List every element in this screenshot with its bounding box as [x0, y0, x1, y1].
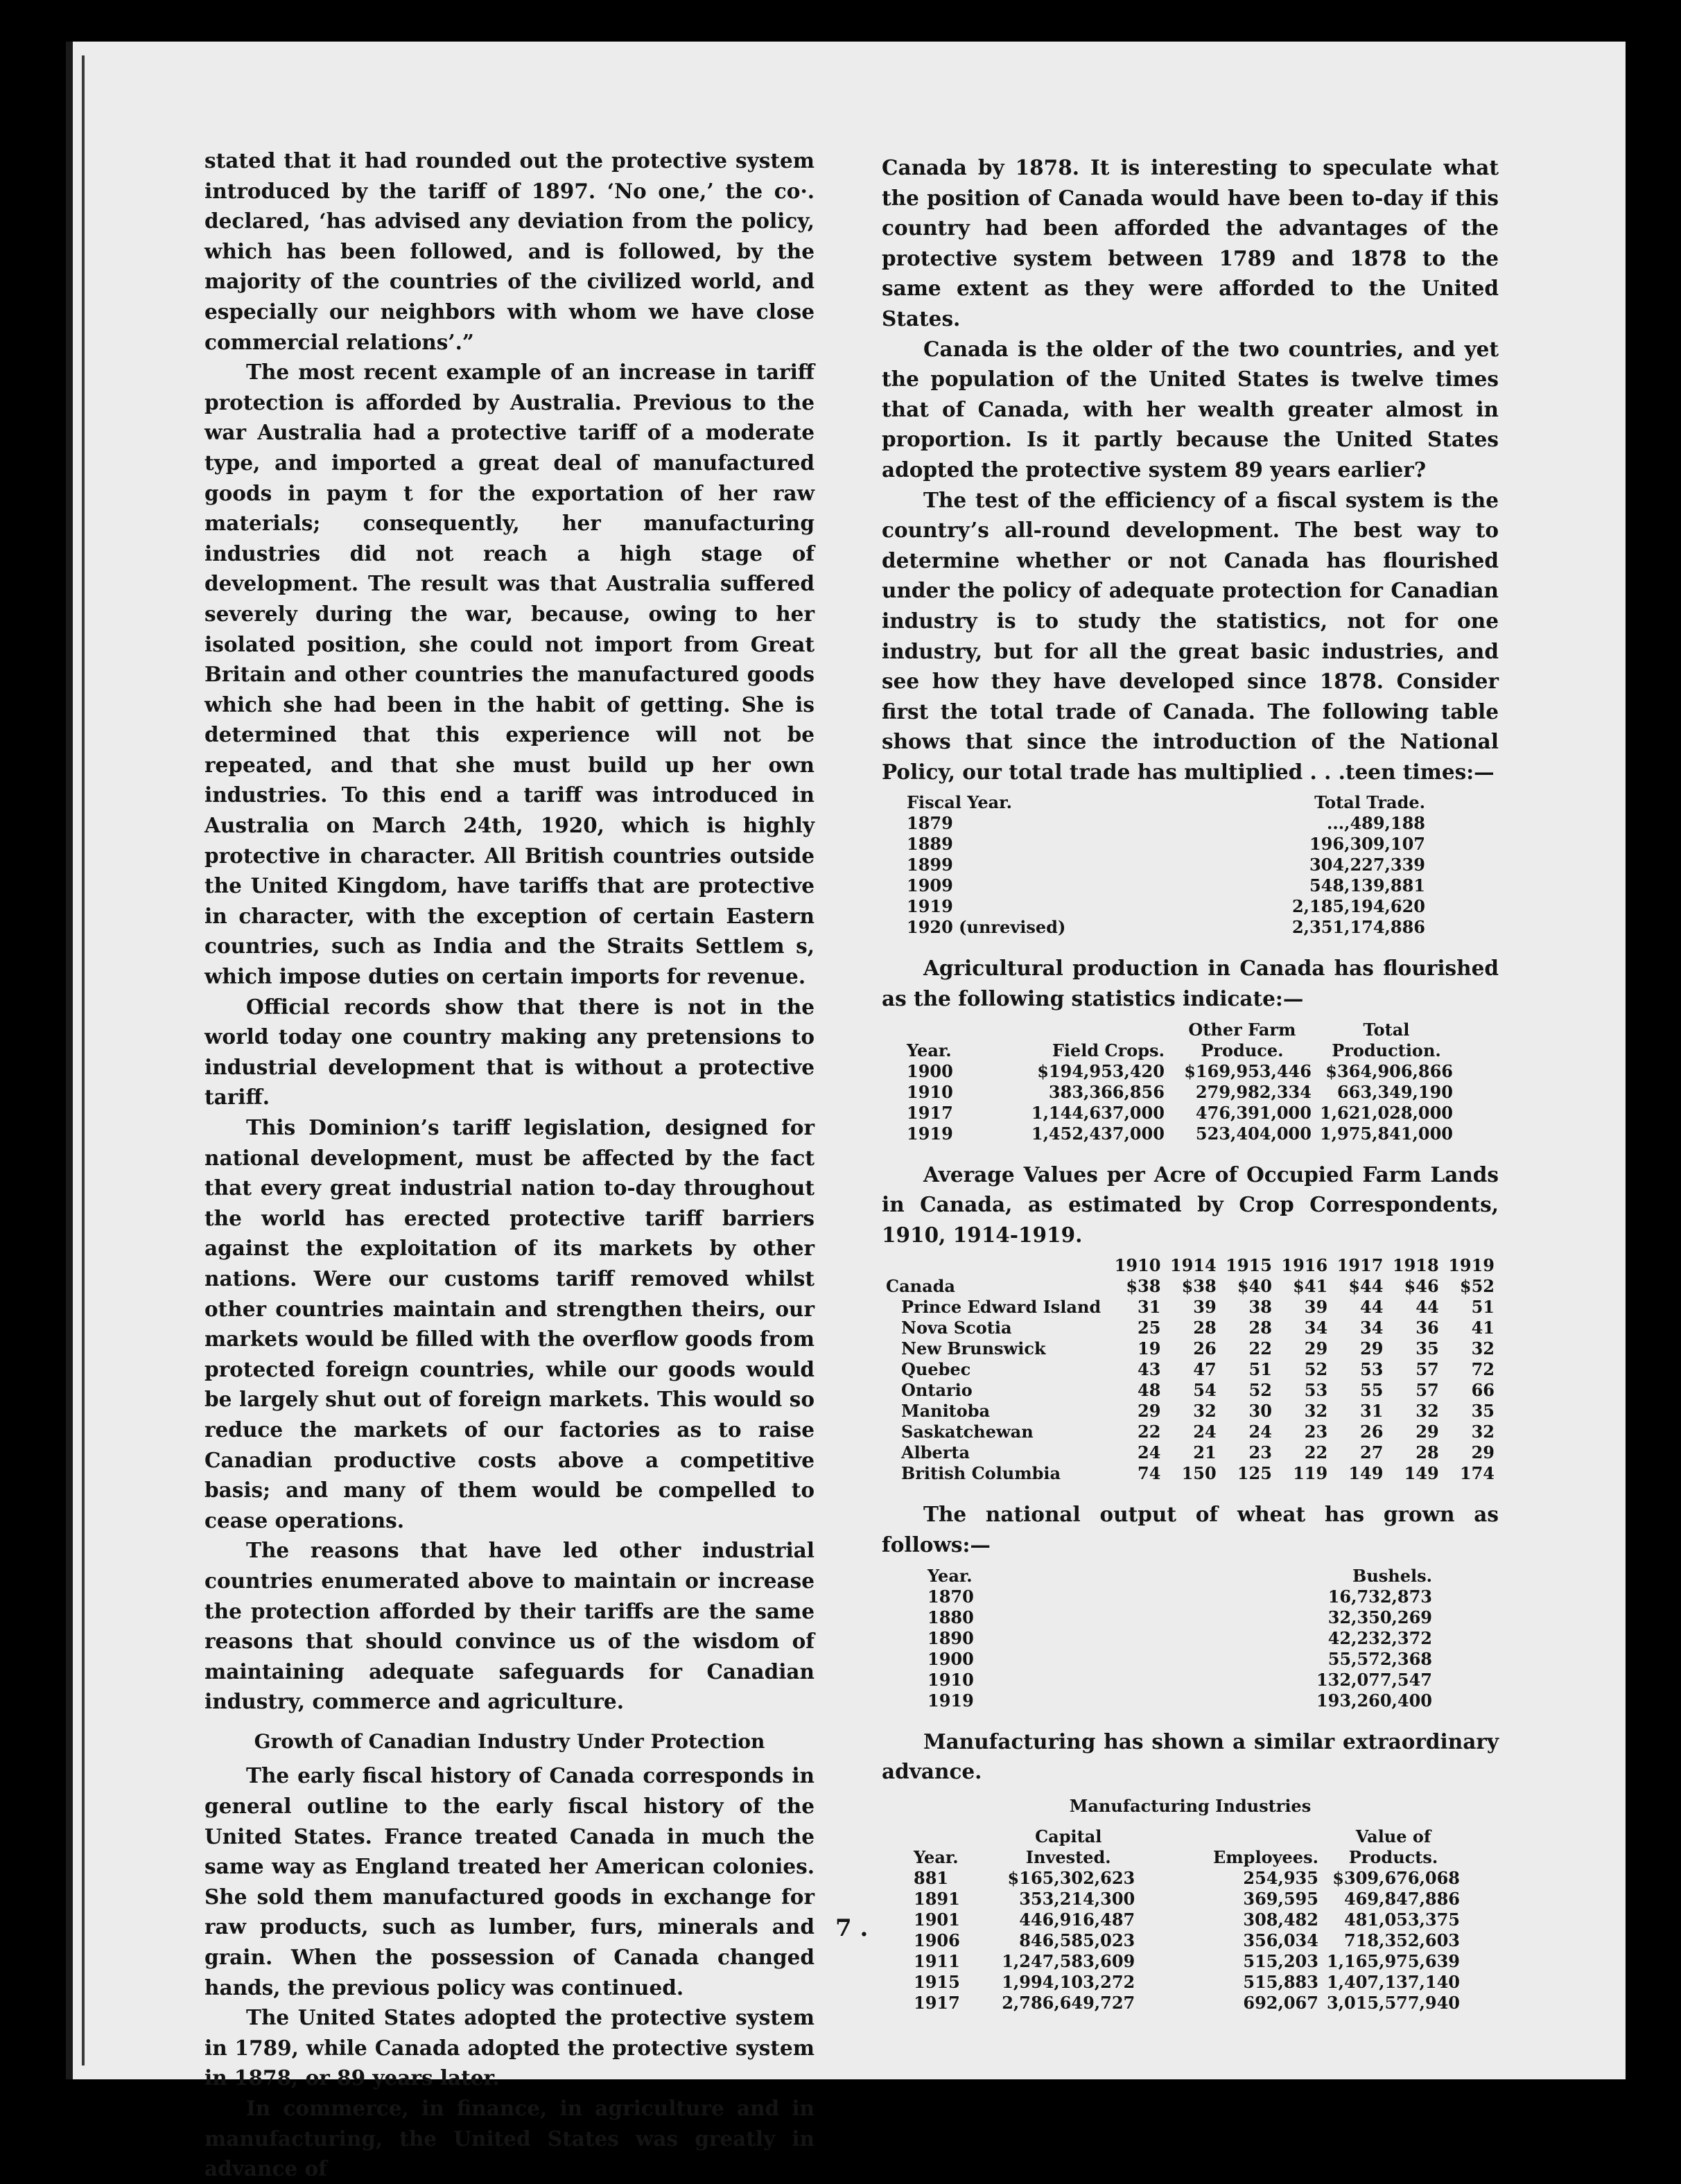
agri-total: 1,621,028,000 — [1319, 1102, 1453, 1123]
manu-table — [909, 1826, 1464, 2013]
trade-row — [903, 875, 1429, 896]
farm-value: $38 — [1126, 1276, 1161, 1297]
farm-province: New Brunswick — [901, 1338, 1046, 1359]
manu-value: 3,015,577,940 — [1326, 1993, 1460, 2013]
manu-value: 1,165,975,639 — [1326, 1951, 1460, 1972]
farm-value: 47 — [1193, 1359, 1217, 1380]
farm-row — [882, 1442, 1499, 1463]
right-paragraph-4: Agricultural production in Canada has flourished as the following statistics indicate:— — [882, 956, 1499, 1011]
farm-table-wrap — [882, 1255, 1499, 1484]
trade-year: 1909 — [907, 875, 953, 896]
farm-value: 35 — [1471, 1401, 1495, 1422]
agri-total: 663,349,190 — [1336, 1081, 1453, 1102]
manu-year: 1911 — [914, 1951, 960, 1972]
wheat-row — [923, 1670, 1436, 1691]
manu-row — [909, 1951, 1464, 1972]
manu-capital: $165,302,623 — [1007, 1868, 1135, 1889]
agri-header-year: Year. — [907, 1040, 952, 1060]
farm-value: 24 — [1193, 1422, 1217, 1442]
trade-value: 548,139,881 — [1309, 875, 1425, 896]
farm-value: 32 — [1471, 1338, 1495, 1359]
farm-value: $41 — [1293, 1276, 1328, 1297]
wheat-bushels: 193,260,400 — [1316, 1690, 1432, 1711]
wheat-year: 1910 — [927, 1669, 974, 1690]
right-paragraph-5: Average Values per Acre of Occupied Farm Lands in Canada, as estimated by Crop Correspondents, 1910, 1914-1919. — [882, 1162, 1499, 1247]
manu-header-employees: Employees. — [1212, 1847, 1318, 1868]
manu-capital: 846,585,023 — [1019, 1930, 1135, 1951]
right-column — [882, 152, 1499, 2013]
trade-table — [903, 792, 1429, 938]
trade-value: ...,489,188 — [1327, 813, 1425, 834]
manu-capital: 1,994,103,272 — [1002, 1972, 1135, 1993]
farm-province: Alberta — [901, 1442, 970, 1463]
farm-province: Quebec — [901, 1359, 971, 1380]
agri-total: $364,906,866 — [1325, 1060, 1453, 1081]
left-paragraph-5: The reasons that have led other industrial countries enumerated above to maintain or increase the protection afforded by their tariffs are the same reasons that should convince us of the wisdom of maintaining adequate safeguards for Canadian industry, commerce and agriculture. — [204, 1538, 815, 1714]
manu-row — [909, 1910, 1464, 1930]
farm-value: $40 — [1237, 1276, 1272, 1297]
manu-value: 1,407,137,140 — [1326, 1972, 1460, 1993]
agri-total: 1,975,841,000 — [1319, 1123, 1453, 1144]
agri-header-other: Other Farm Produce. — [1188, 1019, 1296, 1060]
farm-value: 29 — [1360, 1338, 1384, 1359]
left-paragraph-1: stated that it had rounded out the protective system introduced by the tariff of 1897. ‘No one,’ the co·. declared, ‘has advised any deviation from the policy, which has been followed, and is followed, by the majority of the countries of the civilized world, and especially our neighbors with whom we have close commercial relations’.” — [204, 148, 815, 354]
farm-value: 32 — [1193, 1401, 1217, 1422]
farm-header-year: 1918 — [1392, 1255, 1439, 1276]
manu-year: 1915 — [914, 1972, 960, 1993]
agri-other-produce: 279,982,334 — [1195, 1081, 1312, 1102]
farm-value: 34 — [1304, 1318, 1328, 1338]
farm-value: 39 — [1193, 1297, 1217, 1318]
agri-table — [903, 1020, 1457, 1144]
farm-value: 27 — [1360, 1442, 1384, 1463]
trade-value: 2,185,194,620 — [1291, 896, 1425, 917]
left-paragraph-4: This Dominion’s tariff legislation, designed for national development, must be affected by the fact that every great industrial nation to-day throughout the world has erected protective tariff barriers against the exploitation of its markets by other nations. Were our customs tariff removed whilst other countries maintain and strengthen theirs, our markets would be filled with the overflow goods from protected foreign countries, while our goods would be largely shut out of foreign markets. This would so reduce the markets of our factories as to raise Canadian productive costs above a competitive basis; and many of them would be compelled to cease operations. — [204, 1115, 815, 1532]
farm-value: 55 — [1360, 1380, 1384, 1401]
manu-capital: 353,214,300 — [1019, 1889, 1135, 1910]
farm-value: 38 — [1248, 1297, 1272, 1318]
farm-value: 174 — [1459, 1463, 1495, 1484]
right-paragraph-1: Canada by 1878. It is interesting to speculate what the position of Canada would have been to-day if this country had been afforded the advantages of the protective system between 1789 and 1878 to the same extent as they were afforded to the United States. — [882, 155, 1499, 331]
farm-row — [882, 1401, 1499, 1422]
farm-value: 51 — [1248, 1359, 1272, 1380]
binding-edge — [66, 42, 73, 2079]
wheat-table-wrap — [923, 1566, 1499, 1711]
agri-row — [903, 1103, 1457, 1124]
farm-province: Canada — [886, 1276, 955, 1297]
farm-value: 32 — [1416, 1401, 1439, 1422]
wheat-bushels: 55,572,368 — [1327, 1648, 1432, 1669]
farm-value: 30 — [1248, 1401, 1272, 1422]
manu-row — [909, 1868, 1464, 1889]
farm-value: 28 — [1193, 1318, 1217, 1338]
section-heading: Growth of Canadian Industry Under Protection — [254, 1729, 765, 1753]
trade-row — [903, 917, 1429, 938]
agri-year: 1919 — [907, 1123, 953, 1144]
manu-employees: 692,067 — [1243, 1993, 1318, 2013]
wheat-bushels: 32,350,269 — [1327, 1607, 1432, 1627]
wheat-row — [923, 1691, 1436, 1711]
trade-year: 1920 (unrevised) — [907, 917, 1066, 938]
wheat-bushels: 42,232,372 — [1327, 1627, 1432, 1648]
wheat-year: 1870 — [927, 1586, 974, 1607]
agri-field-crops: 383,366,856 — [1048, 1081, 1165, 1102]
left-column — [204, 146, 815, 2184]
farm-header-blank — [882, 1255, 1109, 1276]
agri-field-crops: 1,144,637,000 — [1031, 1102, 1165, 1123]
trade-header-total: Total Trade. — [1314, 792, 1425, 813]
manu-header-year: Year. — [914, 1847, 959, 1868]
farm-value: 35 — [1416, 1338, 1439, 1359]
manu-row — [909, 1993, 1464, 2013]
farm-value: 32 — [1304, 1401, 1328, 1422]
trade-value: 196,309,107 — [1309, 834, 1425, 855]
farm-value: 51 — [1471, 1297, 1495, 1318]
farm-value: 57 — [1416, 1359, 1439, 1380]
farm-value: 26 — [1193, 1338, 1217, 1359]
trade-row — [903, 834, 1429, 855]
manu-employees: 515,883 — [1243, 1972, 1318, 1993]
right-paragraph-3: The test of the efficiency of a fiscal system is the country’s all-round development. The best way to determine whether or not Canada has flourished under the policy of adequate protection for Canadian industry is to study the statistics, not for one industry, but for all the great basic industries, and see how they have developed since 1878. Consider first the total trade of Canada. The following table shows that since the introduction of the National Policy, our total trade has multiplied . . .teen times:— — [882, 487, 1499, 784]
farm-value: 39 — [1304, 1297, 1328, 1318]
farm-header-year: 1915 — [1226, 1255, 1272, 1276]
farm-value: 119 — [1293, 1463, 1328, 1484]
agri-row — [903, 1124, 1457, 1144]
farm-province: Saskatchewan — [901, 1422, 1034, 1442]
farm-province: British Columbia — [901, 1463, 1061, 1484]
farm-value: 149 — [1348, 1463, 1384, 1484]
farm-value: $38 — [1181, 1276, 1217, 1297]
trade-value: 2,351,174,886 — [1291, 917, 1425, 938]
manu-row — [909, 1972, 1464, 1993]
farm-province: Nova Scotia — [901, 1318, 1012, 1338]
farm-value: 25 — [1138, 1318, 1161, 1338]
trade-year: 1899 — [907, 855, 953, 875]
agri-table-wrap — [903, 1020, 1499, 1144]
wheat-year: 1900 — [927, 1648, 974, 1669]
manu-employees: 356,034 — [1243, 1930, 1318, 1951]
farm-header-year: 1919 — [1448, 1255, 1495, 1276]
manu-table-wrap — [909, 1826, 1499, 2013]
farm-value: 29 — [1138, 1401, 1161, 1422]
manufacturing-title: Manufacturing Industries — [1069, 1795, 1312, 1816]
manu-capital: 446,916,487 — [1019, 1910, 1135, 1930]
manu-capital: 1,247,583,609 — [1002, 1951, 1135, 1972]
farm-row — [882, 1422, 1499, 1442]
trade-year: 1879 — [907, 813, 953, 834]
agri-header-field: Field Crops. — [1052, 1040, 1165, 1060]
agri-other-produce: $169,953,446 — [1184, 1060, 1312, 1081]
farm-value: 44 — [1416, 1297, 1439, 1318]
farm-value: 23 — [1304, 1422, 1328, 1442]
farm-province: Manitoba — [901, 1401, 991, 1422]
farm-value: 57 — [1416, 1380, 1439, 1401]
farm-value: 74 — [1138, 1463, 1161, 1484]
trade-year: 1889 — [907, 834, 953, 855]
manu-employees: 254,935 — [1243, 1868, 1318, 1889]
manu-value: $309,676,068 — [1332, 1868, 1460, 1889]
trade-row — [903, 813, 1429, 834]
left-paragraph-7: The United States adopted the protective system in 1789, while Canada adopted the protective system in 1878, or 89 years later. — [204, 2005, 815, 2090]
farm-value: 21 — [1193, 1442, 1217, 1463]
manu-year: 1901 — [914, 1910, 960, 1930]
left-paragraph-2: The most recent example of an increase in tariff protection is afforded by Australia. Previous to the war Australia had a protective tariff of a moderate type, and imported a great deal of manufactured goods in paym t for the exportation of her raw materials; consequently, her manufacturing industries did not reach a high stage of development. The result was that Australia suffered severely during the war, because, owing to her isolated position, she could not import from Great Britain and other countries the manufactured goods which she had been in the habit of getting. She is determined that this experience will not be repeated, and that she must build up her own industries. To this end a tariff was introduced in Australia on March 24th, 1920, which is highly protective in character. All British countries outside the United Kingdom, have tariffs that are protective in character, with the exception of certain Eastern countries, such as India and the Straits Settlem s, which impose duties on certain imports for revenue. — [204, 360, 815, 989]
right-paragraph-2: Canada is the older of the two countries, and yet the population of the United States is twelve times that of Canada, with her wealth greater almost in proportion. Is it partly because the United States adopted the protective system 89 years earlier? — [882, 336, 1499, 482]
wheat-year: 1919 — [927, 1690, 974, 1711]
wheat-header-year: Year. — [927, 1565, 973, 1586]
farm-value: 149 — [1404, 1463, 1439, 1484]
manu-year: 1906 — [914, 1930, 960, 1951]
wheat-bushels: 132,077,547 — [1316, 1669, 1432, 1690]
agri-other-produce: 523,404,000 — [1195, 1123, 1312, 1144]
agri-field-crops: 1,452,437,000 — [1031, 1123, 1165, 1144]
farm-value: 31 — [1360, 1401, 1384, 1422]
farm-value: 31 — [1138, 1297, 1161, 1318]
farm-table — [882, 1255, 1499, 1484]
farm-value: 26 — [1360, 1422, 1384, 1442]
farm-province: Prince Edward Island — [901, 1297, 1101, 1318]
agri-year: 1900 — [907, 1060, 953, 1081]
farm-row — [882, 1359, 1499, 1380]
farm-header-year: 1914 — [1169, 1255, 1217, 1276]
farm-value: 29 — [1416, 1422, 1439, 1442]
farm-value: 28 — [1248, 1318, 1272, 1338]
farm-row — [882, 1318, 1499, 1338]
trade-year: 1919 — [907, 896, 953, 917]
farm-value: 36 — [1416, 1318, 1439, 1338]
manu-year: 1917 — [914, 1993, 960, 2013]
farm-value: 19 — [1138, 1338, 1161, 1359]
farm-value: 24 — [1138, 1442, 1161, 1463]
right-paragraph-7: Manufacturing has shown a similar extraordinary advance. — [882, 1729, 1499, 1784]
right-paragraph-6: The national output of wheat has grown as follows:— — [882, 1502, 1499, 1557]
farm-row — [882, 1380, 1499, 1401]
agri-field-crops: $194,953,420 — [1037, 1060, 1165, 1081]
farm-row — [882, 1463, 1499, 1484]
farm-header-year: 1916 — [1281, 1255, 1328, 1276]
left-paragraph-6: The early fiscal history of Canada corresponds in general outline to the early fiscal history of the United States. France treated Canada in much the same way as England treated her American colonies. She sold them manufactured goods in exchange for raw products, such as lumber, furs, minerals and grain. When the possession of Canada changed hands, the previous policy was continued. — [204, 1763, 815, 2000]
manu-year: 1891 — [914, 1889, 960, 1910]
farm-value: 29 — [1471, 1442, 1495, 1463]
manu-year: 881 — [914, 1868, 949, 1889]
manu-capital: 2,786,649,727 — [1002, 1993, 1135, 2013]
wheat-header-bushels: Bushels. — [1352, 1565, 1432, 1586]
farm-value: 32 — [1471, 1422, 1495, 1442]
farm-header-year: 1910 — [1114, 1255, 1161, 1276]
wheat-row — [923, 1587, 1436, 1607]
left-paragraph-3: Official records show that there is not in the world today one country making any pretensions to industrial development that is without a protective tariff. — [204, 994, 815, 1110]
wheat-bushels: 16,732,873 — [1327, 1586, 1432, 1607]
farm-value: 125 — [1237, 1463, 1272, 1484]
agri-other-produce: 476,391,000 — [1195, 1102, 1312, 1123]
manu-header-value: Value of Products. — [1348, 1826, 1438, 1868]
manu-value: 718,352,603 — [1343, 1930, 1460, 1951]
farm-value: 54 — [1193, 1380, 1217, 1401]
farm-value: 52 — [1304, 1359, 1328, 1380]
farm-row — [882, 1297, 1499, 1318]
binding-line — [82, 55, 85, 2065]
manu-employees: 308,482 — [1243, 1910, 1318, 1930]
farm-province: Ontario — [901, 1380, 973, 1401]
manu-row — [909, 1889, 1464, 1910]
agri-year: 1917 — [907, 1102, 953, 1123]
farm-row — [882, 1338, 1499, 1359]
farm-value: 66 — [1471, 1380, 1495, 1401]
manu-employees: 369,595 — [1243, 1889, 1318, 1910]
trade-table-wrap — [903, 792, 1499, 938]
wheat-row — [923, 1607, 1436, 1628]
farm-value: 24 — [1248, 1422, 1272, 1442]
farm-value: 41 — [1471, 1318, 1495, 1338]
farm-value: 29 — [1304, 1338, 1328, 1359]
farm-value: 44 — [1360, 1297, 1384, 1318]
farm-value: $44 — [1348, 1276, 1384, 1297]
trade-value: 304,227,339 — [1309, 855, 1425, 875]
manu-employees: 515,203 — [1243, 1951, 1318, 1972]
trade-row — [903, 896, 1429, 917]
manu-value: 469,847,886 — [1343, 1889, 1460, 1910]
farm-value: $46 — [1404, 1276, 1439, 1297]
farm-value: 22 — [1138, 1422, 1161, 1442]
wheat-table — [923, 1566, 1436, 1711]
manu-value: 481,053,375 — [1343, 1910, 1460, 1930]
wheat-year: 1890 — [927, 1627, 974, 1648]
agri-header-total: Total Production. — [1332, 1019, 1441, 1060]
agri-row — [903, 1082, 1457, 1103]
farm-value: 28 — [1416, 1442, 1439, 1463]
farm-value: 72 — [1471, 1359, 1495, 1380]
farm-value: 34 — [1360, 1318, 1384, 1338]
farm-value: 53 — [1360, 1359, 1384, 1380]
manu-header-capital: Capital Invested. — [1025, 1826, 1111, 1868]
wheat-year: 1880 — [927, 1607, 974, 1627]
farm-value: 22 — [1304, 1442, 1328, 1463]
manu-row — [909, 1930, 1464, 1951]
farm-value: 22 — [1248, 1338, 1272, 1359]
wheat-row — [923, 1649, 1436, 1670]
farm-value: 52 — [1248, 1380, 1272, 1401]
farm-header-year: 1917 — [1336, 1255, 1384, 1276]
farm-value: 53 — [1304, 1380, 1328, 1401]
agri-year: 1910 — [907, 1081, 953, 1102]
wheat-row — [923, 1628, 1436, 1649]
farm-row — [882, 1276, 1499, 1297]
left-paragraph-8: In commerce, in finance, in agriculture and in manufacturing, the United States was greatly in advance of — [204, 2096, 815, 2181]
agri-row — [903, 1061, 1457, 1082]
farm-value: 43 — [1138, 1359, 1161, 1380]
farm-value: 48 — [1138, 1380, 1161, 1401]
trade-header-year: Fiscal Year. — [907, 792, 1012, 813]
page-number: 7 . — [835, 1914, 869, 1942]
farm-value: 150 — [1181, 1463, 1217, 1484]
farm-value: 23 — [1248, 1442, 1272, 1463]
trade-row — [903, 855, 1429, 875]
farm-value: $52 — [1459, 1276, 1495, 1297]
